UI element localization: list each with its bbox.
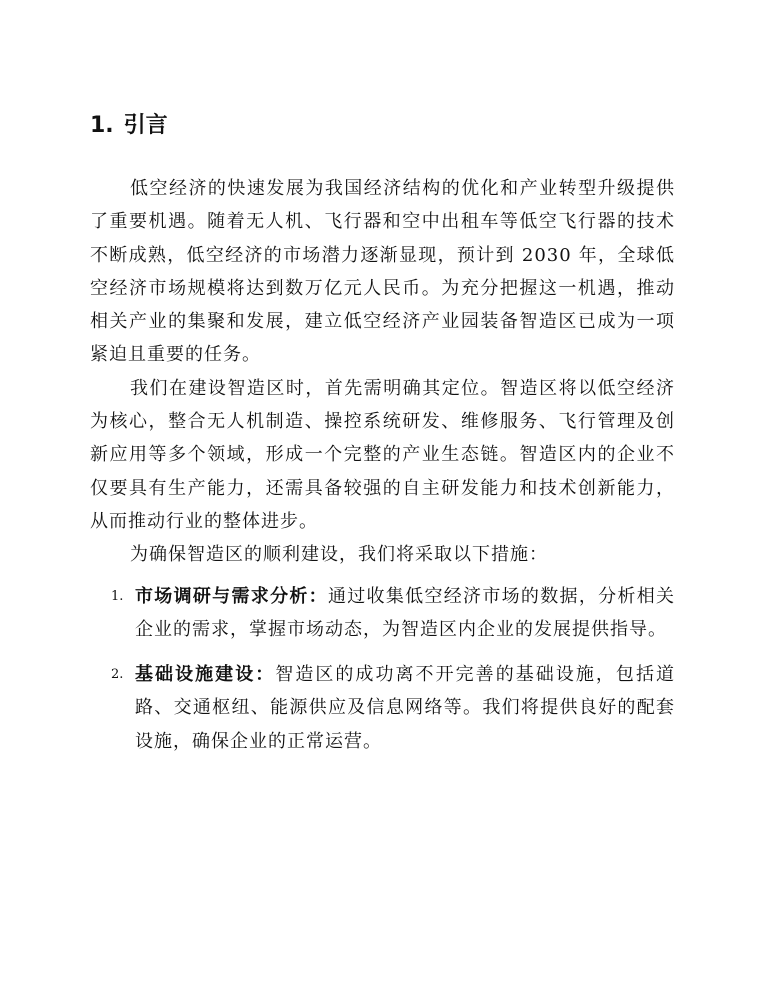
section-heading (90, 110, 168, 142)
list-item (90, 580, 675, 647)
section-body (90, 172, 675, 770)
intro-paragraph-1: 低空经济的快速发展为我国经济结构的优化和产业转型升级提供了重要机遇。随着无人机、飞行器和空中出租车等低空飞行器的技术不断成熟，低空经济的市场潜力逐渐显现，预计到 2030 年，全球低空经济市场规模将达到数万亿元人民币。为充分把握这一机遇，推动相关产业的集聚和发展，建立低空经济产业园装备智造区已成为一项紧迫且重要的任务。 (90, 178, 675, 366)
list-item-text: 智造区的成功离不开完善的基础设施，包括道路、交通枢纽、能源供应及信息网络等。我们将提供良好的配套设施，确保企业的正常运营。 (135, 664, 676, 752)
list-item-title: 市场调研与需求分析： (135, 585, 328, 607)
list-marker: 1. (111, 588, 124, 604)
list-marker: 2. (111, 667, 124, 683)
measures-list (90, 580, 675, 758)
section-title: 引言 (123, 113, 168, 138)
list-item-title: 基础设施建设： (135, 664, 276, 686)
section-number: 1. (90, 113, 114, 138)
intro-paragraph-3: 为确保智造区的顺利建设，我们将采取以下措施： (130, 544, 548, 566)
list-item (90, 658, 675, 758)
list-item-text: 通过收集低空经济市场的数据，分析相关企业的需求，掌握市场动态，为智造区内企业的发展提供指导。 (135, 585, 676, 640)
intro-paragraph-2: 我们在建设智造区时，首先需明确其定位。智造区将以低空经济为核心，整合无人机制造、操控系统研发、维修服务、飞行管理及创新应用等多个领域，形成一个完整的产业生态链。智造区内的企业不仅要具有生产能力，还需具备较强的自主研发能力和技术创新能力，从而推动行业的整体进步。 (90, 377, 675, 532)
